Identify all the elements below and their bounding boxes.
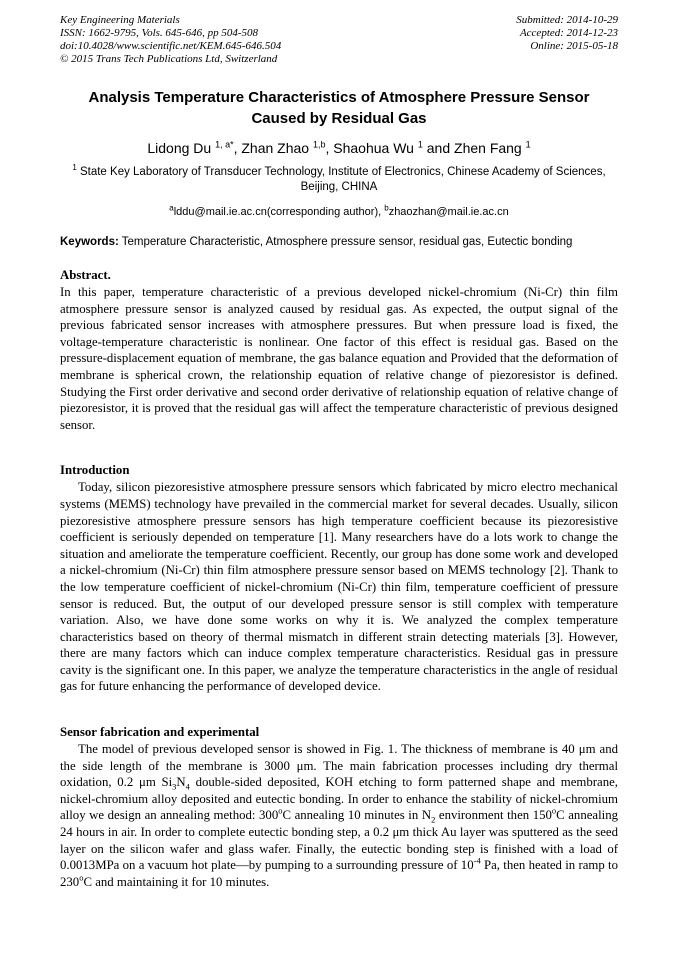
- affiliation-mark: 1: [72, 163, 77, 173]
- affiliation-text: State Key Laboratory of Transducer Technology, Institute of Electronics, Chinese Academy of Sciences, Beijing, CHINA: [76, 166, 606, 193]
- paper-title: Analysis Temperature Characteristics of Atmosphere Pressure Sensor Caused by Residual Gas: [88, 89, 590, 127]
- keywords-line: [60, 235, 618, 250]
- accepted-date: Accepted: 2014-12-23: [519, 27, 618, 39]
- abstract-section: [60, 267, 618, 433]
- fabrication-heading: Sensor fabrication and experimental: [60, 725, 260, 740]
- online-date: Online: 2015-05-18: [530, 40, 618, 52]
- keywords-text: Temperature Characteristic, Atmosphere pressure sensor, residual gas, Eutectic bonding: [118, 236, 573, 248]
- introduction-body: Today, silicon piezoresistive atmosphere pressure sensors which fabricated by micro electro mechanical systems (MEMS) technology have prevailed in the commercial market for several decades. Usually, silicon piezoresistive atmosphere pressure sensors has high temperature coefficient because its piezoresistive coefficient is seriously depended on temperature [1]. Many researchers have do a lots work to change the situation and ameliorate the temperature coefficient. Recently, our group has done some work and developed a nickel-chromium (Ni-Cr) thin film atmosphere pressure sensor based on MEMS technology [2]. Thank to the low temperature coefficient of nickel-chromium (Ni-Cr) thin film, temperature coefficient of pressure sensor is reduced. But, the output of our developed pressure sensor is still complex with temperature variation. Also, we have done some works on why it is. We analyzed the complex temperature characteristics based on theory of thermal mismatch in different strain detecting materials [3]. However, there are many factors which can induce complex temperature characteristics. Residual gas in pressure cavity is the significant one. In this paper, we analyze the temperature characteristics in the angle of residual gas for future enhancing the performance of developed device.: [60, 480, 618, 694]
- authors-line: [60, 140, 618, 156]
- keywords-label: Keywords:: [60, 236, 119, 248]
- author-name: Lidong Du: [147, 140, 216, 156]
- journal-issn: ISSN: 1662-9795, Vols. 645-646, pp 504-508: [60, 27, 258, 39]
- abstract-body: In this paper, temperature characteristic of a previous developed nickel-chromium (Ni-Cr) thin film atmosphere pressure sensor is analyzed caused by residual gas. As expected, the output signal of the previous fabricated sensor increases with atmosphere pressures. But when pressure load is fixed, the voltage-temperature characteristic is nonlinear. One factor of this effect is residual gas. Based on the pressure-displacement equation of membrane, the gas balance equation and Provided that the deformation of membrane is spherical crown, the relationship equation of relative change of piezoresistor is defined. Studying the First order derivative and second order derivative of relationship equation of relative change of piezoresistor, it is proved that the residual gas will affect the temperature characteristic of previous designed sensor.: [60, 285, 618, 432]
- email-corresponding: lddu@mail.ie.ac.cn(corresponding author),: [173, 206, 385, 218]
- fabrication-body: The model of previous developed sensor is showed in Fig. 1. The thickness of membrane is 40 μm and the side length of the membrane is 3000 μm. The main fabrication processes including dry thermal oxidation, 0.2 μm $Si_3N_4$ double-sided deposited, KOH etching to form patterned shape and membrane, nickel-chromium alloy deposited and eutectic bonding. In order to enhance the stability of nickel-chromium alloy we design an annealing method: 300$^o$C annealing 10 minutes in $N_2$ environment then 150$^o$C annealing 24 hours in air. In order to complete eutectic bonding step, a 0.2 μm thick Au layer was sputtered as the seed layer on the silicon wafer and glass wafer. Finally, the eutectic bonding step is finished with a load of 0.0013MPa on a vacuum hot plate—by pumping to a surrounding pressure of $10^{-4}$ Pa, then heated in ramp to 230$^o$C and maintaining it for 10 minutes.: [60, 742, 618, 889]
- email-mark-a: a: [169, 203, 174, 213]
- introduction-heading: Introduction: [60, 463, 130, 478]
- fabrication-section: [60, 724, 618, 890]
- abstract-heading: Abstract.: [60, 268, 111, 282]
- introduction-section: [60, 462, 618, 695]
- email-mark-b: b: [384, 203, 389, 213]
- journal-header: [60, 14, 618, 66]
- author-name: and Zhen Fang: [422, 140, 526, 156]
- submission-dates: [516, 14, 618, 66]
- author-name: , Shaohua Wu: [325, 140, 418, 156]
- email-coauthor: zhaozhan@mail.ie.ac.cn: [388, 206, 509, 218]
- author-affil-mark: 1,b: [312, 139, 326, 150]
- author-affil-mark: 1: [525, 139, 531, 150]
- submitted-date: Submitted: 2014-10-29: [516, 14, 618, 26]
- author-name: , Zhan Zhao: [233, 140, 313, 156]
- affiliation: [60, 165, 618, 195]
- journal-info: [60, 14, 281, 66]
- journal-copyright: © 2015 Trans Tech Publications Ltd, Switzerland: [60, 53, 278, 65]
- author-affil-mark: 1: [417, 139, 423, 150]
- journal-name: Key Engineering Materials: [60, 14, 180, 26]
- author-affil-mark: 1, a*: [215, 139, 234, 150]
- email-line: [60, 203, 618, 218]
- journal-doi: doi:10.4028/www.scientific.net/KEM.645-646.504: [60, 40, 282, 52]
